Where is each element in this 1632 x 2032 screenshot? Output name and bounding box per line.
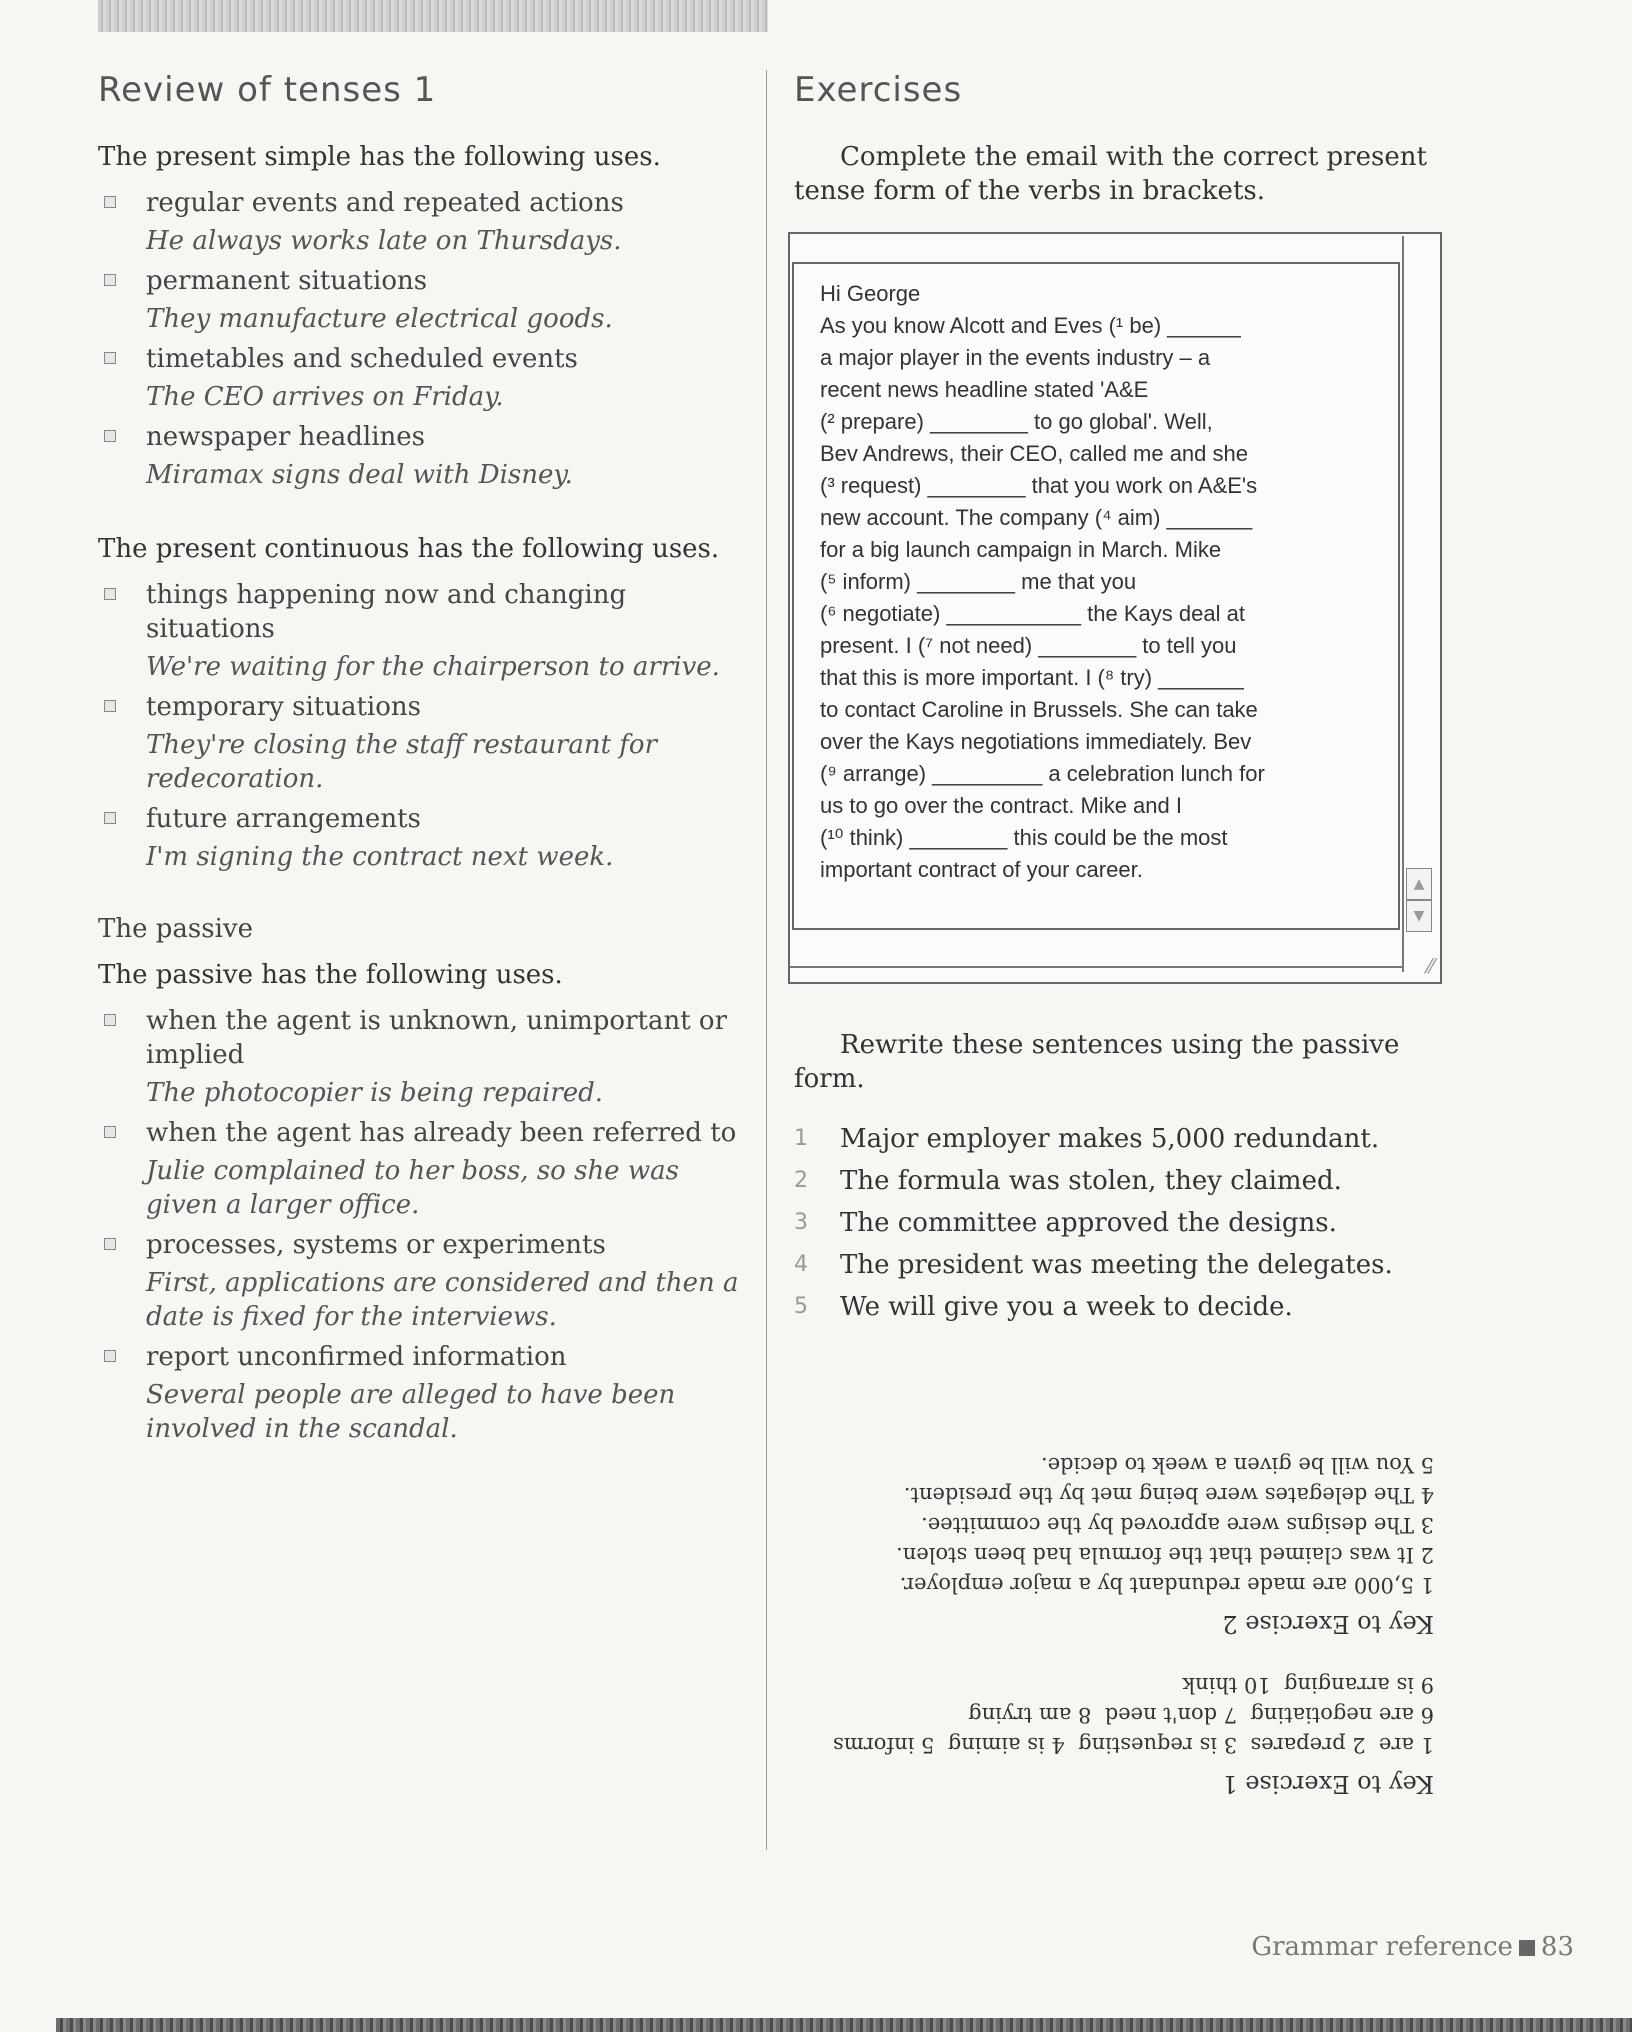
use-example: I'm signing the contract next week. bbox=[146, 842, 614, 872]
bullet-icon bbox=[104, 588, 116, 600]
section-intro: The present simple has the following uses. bbox=[98, 142, 661, 172]
use-example: He always works late on Thursdays. bbox=[146, 226, 622, 256]
bullet-icon bbox=[104, 274, 116, 286]
use-text: regular events and repeated actions bbox=[146, 188, 624, 218]
use-example: They're closing the staff restaurant for redecoration. bbox=[146, 730, 657, 794]
scrollbar[interactable] bbox=[1402, 236, 1430, 972]
use-text: temporary situations bbox=[146, 692, 421, 722]
list-item bbox=[794, 1160, 1434, 1202]
bullet-icon bbox=[104, 352, 116, 364]
scan-bottom-strip bbox=[56, 2018, 1632, 2032]
use-example: First, applications are considered and then a date is fixed for the interviews. bbox=[146, 1268, 739, 1332]
use-example: They manufacture electrical goods. bbox=[146, 304, 613, 334]
page-number: 83 bbox=[1540, 1932, 1574, 1962]
uses-list bbox=[98, 578, 748, 874]
bullet-icon bbox=[104, 700, 116, 712]
use-example: The photocopier is being repaired. bbox=[146, 1078, 604, 1108]
use-item bbox=[98, 1228, 748, 1334]
list-item bbox=[794, 1118, 1434, 1160]
bullet-icon bbox=[104, 1014, 116, 1026]
uses-list bbox=[98, 1004, 748, 1446]
sentence-text: The formula was stolen, they claimed. bbox=[840, 1166, 1342, 1196]
use-item bbox=[98, 342, 748, 414]
use-item bbox=[98, 1116, 748, 1222]
key-line: 9 is arranging 10 think bbox=[1182, 1673, 1434, 1697]
email-window bbox=[788, 232, 1442, 984]
use-text: future arrangements bbox=[146, 804, 421, 834]
key-line: 3 The designs were approved by the committee. bbox=[921, 1513, 1434, 1537]
use-text: report unconfirmed information bbox=[146, 1342, 567, 1372]
exercise-1-instruction: Complete the email with the correct present tense form of the verbs in brackets. bbox=[794, 142, 1427, 206]
present-simple-section bbox=[98, 140, 748, 492]
use-example: Several people are alleged to have been involved in the scandal. bbox=[146, 1380, 676, 1444]
page-title: Review of tenses 1 bbox=[98, 70, 437, 110]
bullet-icon bbox=[104, 1126, 116, 1138]
scroll-up-icon[interactable]: ▲ bbox=[1406, 868, 1432, 900]
use-text: permanent situations bbox=[146, 266, 428, 296]
use-item bbox=[98, 264, 748, 336]
use-item bbox=[98, 578, 748, 684]
email-body bbox=[792, 262, 1400, 930]
section-intro: The passive has the following uses. bbox=[98, 960, 563, 990]
item-number: 5 bbox=[794, 1294, 808, 1319]
bullet-icon bbox=[104, 812, 116, 824]
column-divider bbox=[766, 70, 767, 1850]
use-text: newspaper headlines bbox=[146, 422, 425, 452]
footer-label: Grammar reference bbox=[1251, 1932, 1513, 1962]
present-continuous-section bbox=[98, 532, 748, 874]
use-item bbox=[98, 186, 748, 258]
passive-section bbox=[98, 914, 748, 1446]
use-text: when the agent is unknown, unimportant or implied bbox=[146, 1006, 728, 1070]
key-line: 6 are negotiating 7 don't need 8 am trying bbox=[968, 1703, 1434, 1727]
use-example: We're waiting for the chairperson to arrive. bbox=[146, 652, 720, 682]
grammar-column bbox=[98, 70, 748, 1486]
item-number: 2 bbox=[794, 1168, 808, 1193]
bullet-icon bbox=[104, 1238, 116, 1250]
key-line: 1 5,000 are made redundant by a major employer. bbox=[899, 1573, 1434, 1597]
key-exercise-1 bbox=[833, 1670, 1434, 1798]
scroll-down-icon[interactable]: ▼ bbox=[1406, 900, 1432, 932]
key-title: Key to Exercise 2 bbox=[1222, 1610, 1434, 1638]
sentence-text: We will give you a week to decide. bbox=[840, 1292, 1293, 1322]
resize-grip-icon[interactable]: ⁄⁄ bbox=[1427, 954, 1434, 978]
section-intro: The present continuous has the following uses. bbox=[98, 534, 720, 564]
use-item bbox=[98, 802, 748, 874]
use-item bbox=[98, 1340, 748, 1446]
use-text: when the agent has already been referred to bbox=[146, 1118, 737, 1148]
item-number: 1 bbox=[794, 1126, 808, 1151]
key-title: Key to Exercise 1 bbox=[1222, 1770, 1434, 1798]
page-footer bbox=[1251, 1932, 1574, 1962]
use-item bbox=[98, 690, 748, 796]
square-icon bbox=[1519, 1940, 1535, 1956]
bullet-icon bbox=[104, 1350, 116, 1362]
list-item bbox=[794, 1286, 1434, 1328]
exercise-2-instruction: Rewrite these sentences using the passive form. bbox=[794, 1030, 1400, 1094]
list-item bbox=[794, 1244, 1434, 1286]
sentence-text: Major employer makes 5,000 redundant. bbox=[840, 1124, 1380, 1154]
sentence-list bbox=[794, 1118, 1434, 1328]
use-example: The CEO arrives on Friday. bbox=[146, 382, 504, 412]
key-line: 1 are 2 prepares 3 is requesting 4 is aiming 5 informs bbox=[832, 1733, 1434, 1757]
uses-list bbox=[98, 186, 748, 492]
answer-key-upside-down bbox=[804, 1418, 1434, 1798]
exercises-title: Exercises bbox=[794, 70, 963, 110]
list-item bbox=[794, 1202, 1434, 1244]
bullet-icon bbox=[104, 196, 116, 208]
exercise-2 bbox=[794, 1028, 1434, 1328]
item-number: 4 bbox=[794, 1252, 808, 1277]
use-item bbox=[98, 1004, 748, 1110]
section-heading: The passive bbox=[98, 914, 253, 944]
use-example: Julie complained to her boss, so she was given a larger office. bbox=[146, 1156, 679, 1220]
use-item bbox=[98, 420, 748, 492]
window-bottom-rule bbox=[790, 966, 1402, 968]
email-text: Hi George As you know Alcott and Eves (¹ be) ______ a major player in the events industry – a recent news headline stated 'A&E (² prepare) ________ to go global'. Well, Bev Andrews, their CEO, called me and she (³ request) ________ that you work on A&E's new account. The company (⁴ aim) _______ for a big launch campaign in March. Mike (⁵ inform) ________ me that you (⁶ negotiate) ___________ the Kays deal at present. I (⁷ not need) ________ to tell you that this is more important. I (⁸ try) _______ to contact Caroline in Brussels. She can take over the Kays negotiations immediately. Bev (⁹ arrange) _________ a celebration lunch for us to go over the contract. Mike and I (¹⁰ think) ________ this could be the most important contract of your career. bbox=[820, 281, 1265, 882]
sentence-text: The committee approved the designs. bbox=[840, 1208, 1337, 1238]
key-exercise-2 bbox=[896, 1450, 1434, 1638]
sentence-text: The president was meeting the delegates. bbox=[840, 1250, 1393, 1280]
scan-top-strip bbox=[98, 0, 768, 32]
use-text: processes, systems or experiments bbox=[146, 1230, 606, 1260]
key-line: 4 The delegates were being met by the president. bbox=[903, 1483, 1434, 1507]
use-text: things happening now and changing situations bbox=[146, 580, 627, 644]
key-line: 5 You will be given a week to decide. bbox=[1041, 1453, 1434, 1477]
exercises-column bbox=[794, 70, 1434, 208]
use-example: Miramax signs deal with Disney. bbox=[146, 460, 573, 490]
use-text: timetables and scheduled events bbox=[146, 344, 578, 374]
key-line: 2 It was claimed that the formula had been stolen. bbox=[896, 1543, 1434, 1567]
bullet-icon bbox=[104, 430, 116, 442]
item-number: 3 bbox=[794, 1210, 808, 1235]
